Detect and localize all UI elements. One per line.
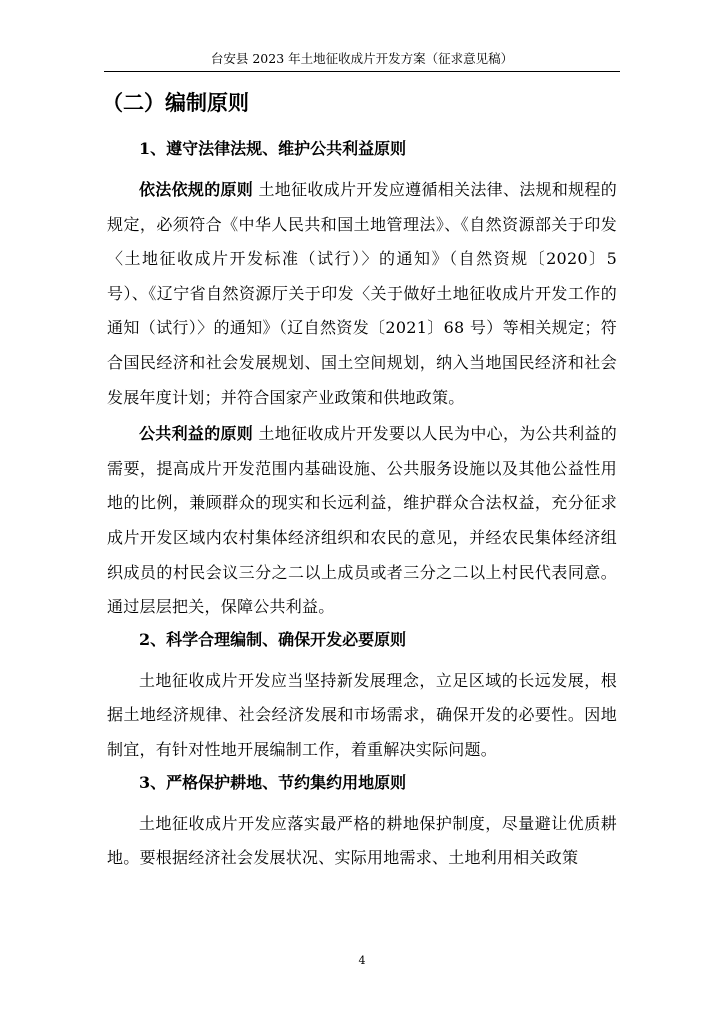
paragraph-legal-compliance xyxy=(107,173,617,415)
principle-heading-1: 1、遵守法律法规、维护公共利益原则 xyxy=(139,139,407,158)
section-title: （二）编制原则 xyxy=(102,91,249,115)
page-header xyxy=(104,50,620,72)
page-number: 4 xyxy=(358,954,366,967)
page-content xyxy=(102,88,617,878)
paragraph-text: 土地征收成片开发要以人民为中心，为公共利益的需要，提高成片开发范围内基础设施、公共服务设施以及其他公益性用地的比例，兼顾群众的现实和长远利益，维护群众合法权益，充分征求成片开发区域内农村集体经济组织和农民的意见，并经农民集体经济组织成员的村民会议三分之二以上成员或者三分之二以上村民代表同意。通过层层把关，保障公共利益。 xyxy=(107,424,617,617)
paragraph-text: 土地征收成片开发应落实最严格的耕地保护制度，尽量避让优质耕地。要根据经济社会发展状况、实际用地需求、土地利用相关政策 xyxy=(107,813,617,868)
paragraph-scientific-planning xyxy=(107,664,617,768)
paragraph-text: 土地征收成片开发应遵循相关法律、法规和规程的规定，必须符合《中华人民共和国土地管理法》、《自然资源部关于印发〈土地征收成片开发标准（试行）〉的通知》（自然资规〔2020〕5 号）、《辽宁省自然资源厅关于印发〈关于做好土地征收成片开发工作的通知（试行）〉的通知》（辽自然资发〔2021〕68 号）等相关规定；符合国民经济和社会发展规划、国土空间规划，纳入当地国民经济和社会发展年度计划；并符合国家产业政策和供地政策。 xyxy=(107,180,617,407)
paragraph-text: 土地征收成片开发应当坚持新发展理念，立足区域的长远发展，根据土地经济规律、社会经济发展和市场需求，确保开发的必要性。因地制宜，有针对性地开展编制工作，着重解决实际问题。 xyxy=(107,670,617,759)
document-title: 台安县 2023 年土地征收成片开发方案（征求意见稿） xyxy=(210,51,514,66)
paragraph-lead: 依法依规的原则 xyxy=(139,180,254,199)
paragraph-lead: 公共利益的原则 xyxy=(139,424,254,444)
paragraph-public-interest xyxy=(107,417,617,625)
principle-heading-2: 2、科学合理编制、确保开发必要原则 xyxy=(139,629,407,649)
paragraph-farmland-protection xyxy=(107,807,617,876)
principle-heading-3: 3、严格保护耕地、节约集约用地原则 xyxy=(139,772,407,792)
